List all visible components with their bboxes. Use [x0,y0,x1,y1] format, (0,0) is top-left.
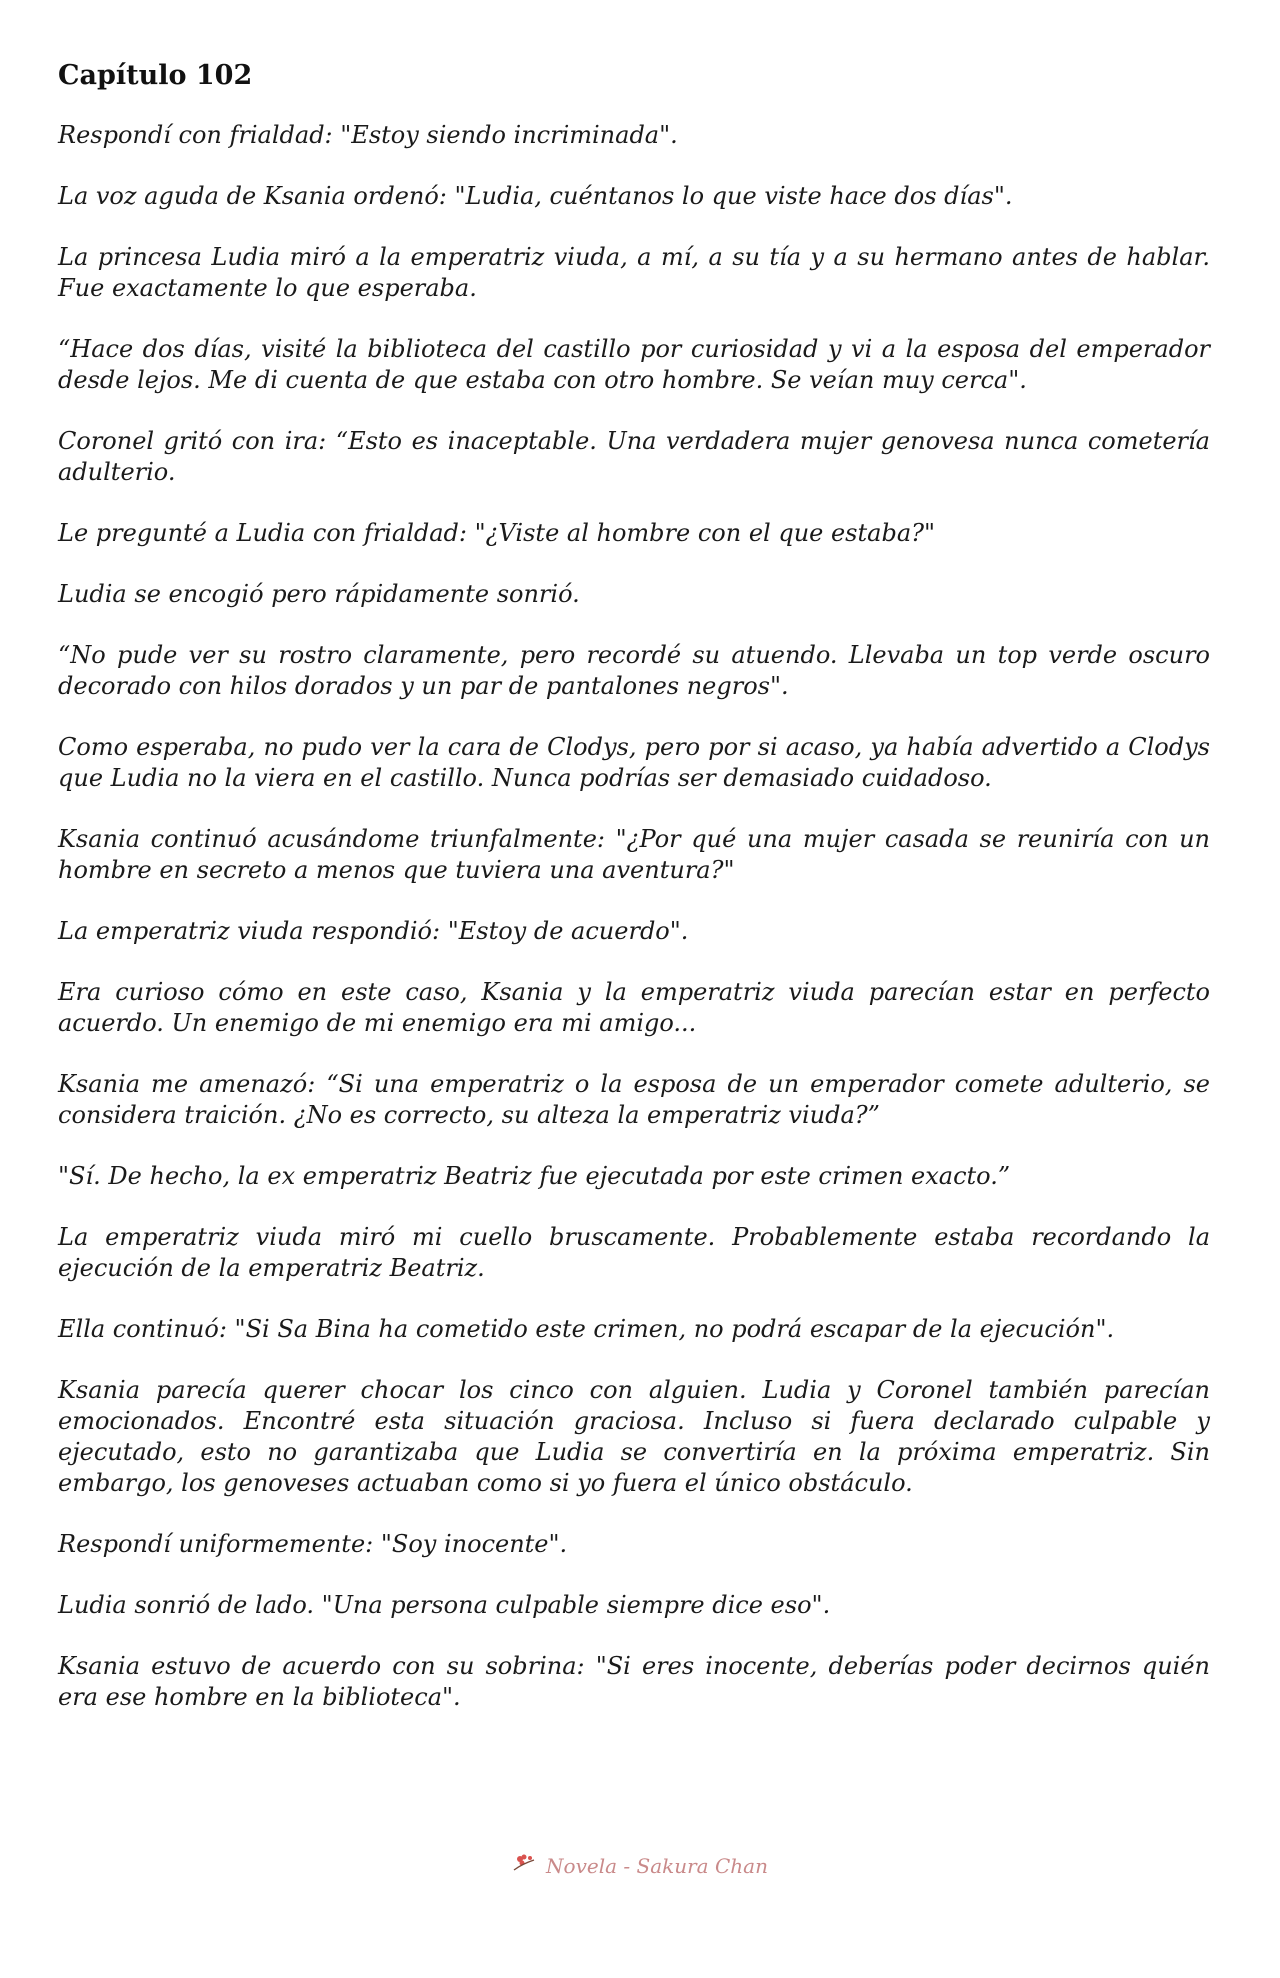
paragraph: Ksania parecía querer chocar los cinco con alguien. Ludia y Coronel también parecían emocionados. Encontré esta situación graciosa. Incluso si fuera declarado culpable y ejecutado, esto no garantizaba que Ludia se convertiría en la próxima emperatriz. Sin embargo, los genoveses actuaban como si yo fuera el único obstáculo. [58,1376,1210,1497]
paragraph: Era curioso cómo en este caso, Ksania y la emperatriz viuda parecían estar en perfecto acuerdo. Un enemigo de mi enemigo era mi amigo... [58,978,1210,1037]
paragraph: Como esperaba, no pudo ver la cara de Clodys, pero por si acaso, ya había advertido a Clodys que Ludia no la viera en el castillo. Nunca podrías ser demasiado cuidadoso. [58,733,1210,792]
paragraph: Coronel gritó con ira: “Esto es inaceptable. Una verdadera mujer genovesa nunca cometería adulterio. [58,427,1210,486]
paragraph: Ksania estuvo de acuerdo con su sobrina: "Si eres inocente, deberías poder decirnos quién era ese hombre en la biblioteca". [58,1652,1210,1711]
paragraph: Respondí con frialdad: "Estoy siendo incriminada". [58,121,678,149]
paragraph: “Hace dos días, visité la biblioteca del castillo por curiosidad y vi a la esposa del emperador desde lejos. Me di cuenta de que estaba con otro hombre. Se veían muy cerca". [58,335,1210,394]
paragraph: La princesa Ludia miró a la emperatriz viuda, a mí, a su tía y a su hermano antes de hablar. Fue exactamente lo que esperaba. [58,243,1210,302]
paragraph: “No pude ver su rostro claramente, pero recordé su atuendo. Llevaba un top verde oscuro decorado con hilos dorados y un par de pantalones negros". [58,641,1210,700]
document-page [58,54,1210,1743]
paragraph: "Sí. De hecho, la ex emperatriz Beatriz fue ejecutada por este crimen exacto.” [58,1162,1011,1190]
paragraph: Ksania continuó acusándome triunfalmente: "¿Por qué una mujer casada se reuniría con un hombre en secreto a menos que tuviera una aventura?" [58,825,1210,884]
footer-watermark [0,1852,1280,1879]
sakura-flower-icon [512,1852,538,1879]
paragraph: Ludia se encogió pero rápidamente sonrió. [58,580,580,608]
chapter-title: Capítulo 102 [58,60,253,91]
paragraph: La voz aguda de Ksania ordenó: "Ludia, cuéntanos lo que viste hace dos días". [58,182,1013,210]
watermark-text: Novela - Sakura Chan [546,1853,768,1878]
watermark [512,1852,768,1879]
paragraph: Ksania me amenazó: “Si una emperatriz o la esposa de un emperador comete adulterio, se considera traición. ¿No es correcto, su alteza la emperatriz viuda?” [58,1070,1210,1129]
paragraph: La emperatriz viuda miró mi cuello bruscamente. Probablemente estaba recordando la ejecución de la emperatriz Beatriz. [58,1223,1210,1282]
paragraph: Le pregunté a Ludia con frialdad: "¿Viste al hombre con el que estaba?" [58,519,936,547]
paragraph: Respondí uniformemente: "Soy inocente". [58,1530,568,1558]
paragraph: Ella continuó: "Si Sa Bina ha cometido este crimen, no podrá escapar de la ejecución". [58,1315,1115,1343]
paragraph: Ludia sonrió de lado. "Una persona culpable siempre dice eso". [58,1591,831,1619]
paragraph: La emperatriz viuda respondió: "Estoy de acuerdo". [58,917,689,945]
